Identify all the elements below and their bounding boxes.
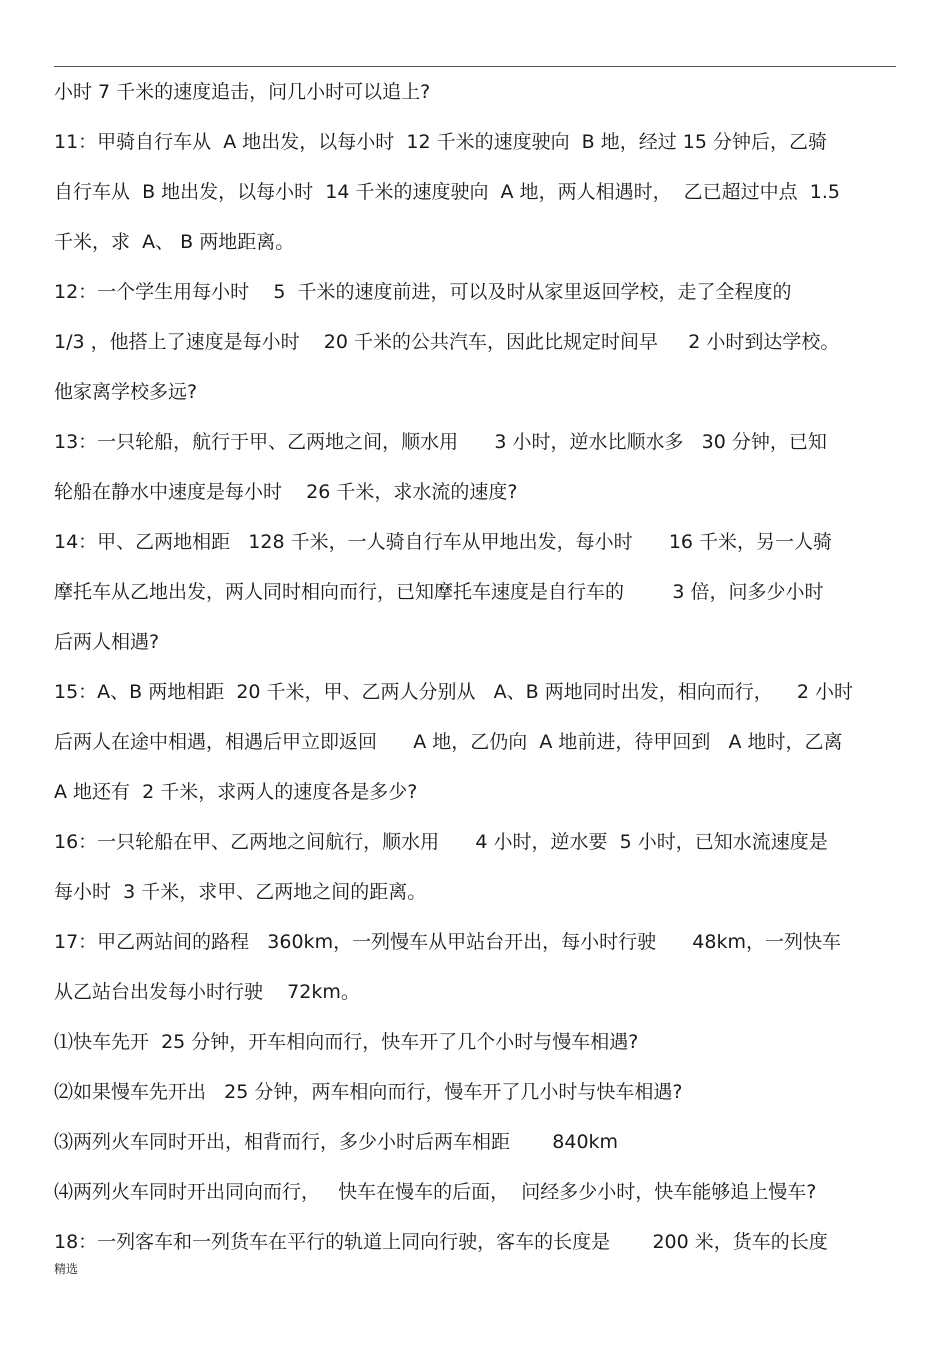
text-line: 15：A、B 两地相距 20 千米，甲、乙两人分别从 A、B 两地同时出发，相向而行， 2 小时 [54,681,854,703]
text-line: 17：甲乙两站间的路程 360km，一列慢车从甲站台开出，每小时行驶 48km，一列快车 [54,931,841,953]
text-line: 12：一个学生用每小时 5 千米的速度前进，可以及时从家里返回学校，走了全程度的 [54,281,792,303]
text-line: 小时 7 千米的速度追击，问几小时可以追上? [54,81,431,103]
text-line: 11：甲骑自行车从 A 地出发，以每小时 12 千米的速度驶向 B 地，经过 15 分钟后，乙骑 [54,131,827,153]
text-line: 轮船在静水中速度是每小时 26 千米，求水流的速度? [54,481,518,503]
text-line: 每小时 3 千米，求甲、乙两地之间的距离。 [54,881,427,903]
header-rule [54,66,896,67]
text-line: ⑷两列火车同时开出同向而行， 快车在慢车的后面， 问经多少小时，快车能够追上慢车? [54,1181,817,1203]
text-line: 自行车从 B 地出发，以每小时 14 千米的速度驶向 A 地，两人相遇时， 乙已超过中点 1.5 [54,181,840,203]
text-line: 16：一只轮船在甲、乙两地之间航行，顺水用 4 小时，逆水要 5 小时，已知水流速度是 [54,831,828,853]
text-line: 他家离学校多远? [54,381,198,403]
text-line: ⑶两列火车同时开出，相背而行，多少小时后两车相距 840km [54,1131,619,1153]
page-footer: 精选 [54,1262,79,1276]
text-line: 摩托车从乙地出发，两人同时相向而行，已知摩托车速度是自行车的 3 倍，问多少小时 [54,581,824,603]
text-line: 千米，求 A、 B 两地距离。 [54,231,295,253]
text-line: 13：一只轮船，航行于甲、乙两地之间，顺水用 3 小时，逆水比顺水多 30 分钟，已知 [54,431,827,453]
text-line: ⑴快车先开 25 分钟，开车相向而行，快车开了几个小时与慢车相遇? [54,1031,639,1053]
text-line: 从乙站台出发每小时行驶 72km。 [54,981,360,1003]
text-line: 14：甲、乙两地相距 128 千米，一人骑自行车从甲地出发，每小时 16 千米，另一人骑 [54,531,833,553]
text-line: A 地还有 2 千米，求两人的速度各是多少? [54,781,418,803]
text-line: 18：一列客车和一列货车在平行的轨道上同向行驶，客车的长度是 200 米，货车的长度 [54,1231,828,1253]
text-line: 后两人相遇? [54,631,160,653]
text-line: 后两人在途中相遇，相遇后甲立即返回 A 地，乙仍向 A 地前进，待甲回到 A 地时，乙离 [54,731,843,753]
text-line: ⑵如果慢车先开出 25 分钟，两车相向而行，慢车开了几小时与快车相遇? [54,1081,683,1103]
text-line: 1/3 ，他搭上了速度是每小时 20 千米的公共汽车，因此比规定时间早 2 小时到达学校。 [54,331,840,353]
